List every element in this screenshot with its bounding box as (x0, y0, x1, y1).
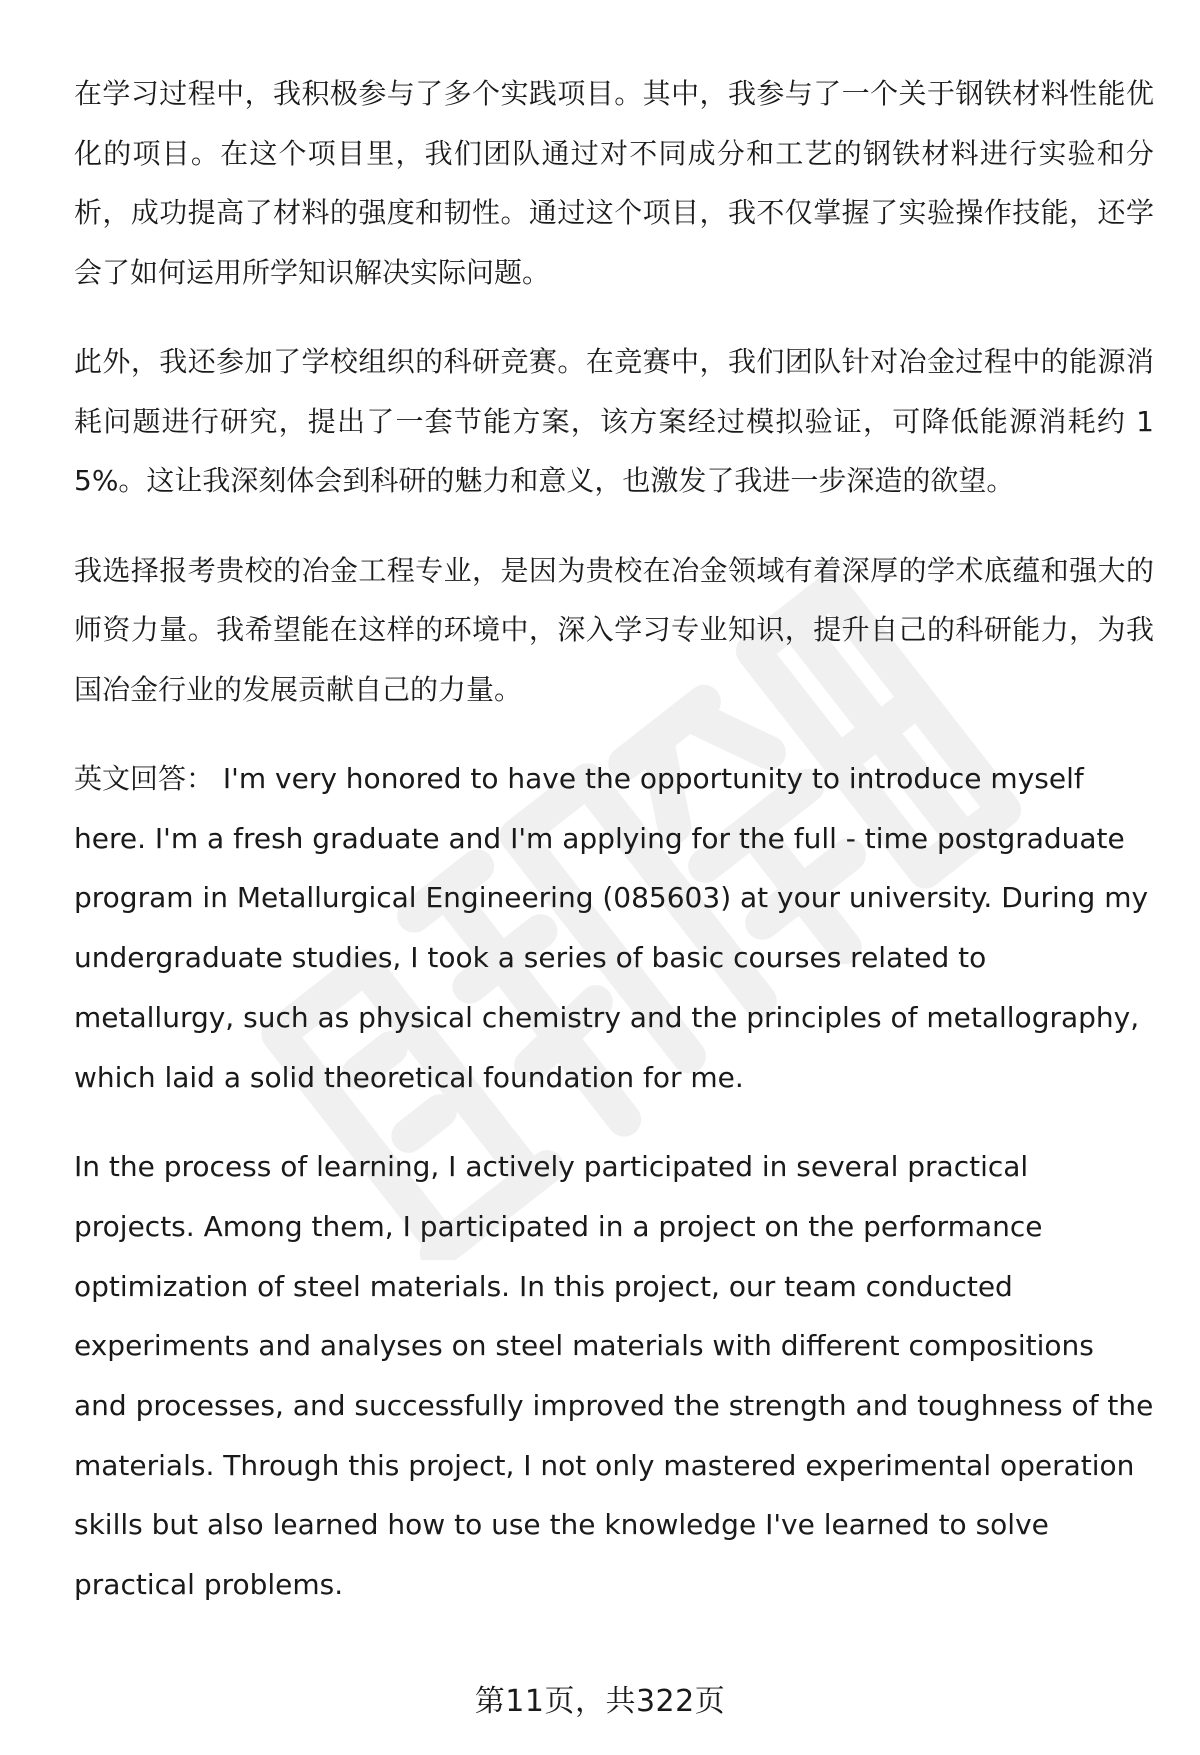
paragraph-gap (74, 511, 1154, 541)
paragraph-cn-motivation: 我选择报考贵校的冶金工程专业，是因为贵校在冶金领域有着深厚的学术底蕴和强大的师资力量。我希望能在这样的环境中，深入学习专业知识，提升自己的科研能力，为我国冶金行业的发展贡献自己的力量。 (74, 553, 1154, 706)
paragraph-gap (74, 302, 1154, 332)
paragraph-gap (74, 719, 1154, 749)
paragraph-en-practice: In the process of learning, I actively participated in several practical projects. Among them, I participated in a project on the performance optimization of steel materials. In this project, our team conducted experiments and analyses on steel materials with different compositions and processes, and successfully improved the strength and toughness of the materials. Through this project, I not only mastered experimental operation skills but also learned how to use the knowledge I've learned to solve practical problems. (74, 1150, 1154, 1602)
paragraph-en-intro: 英文回答： I'm very honored to have the opportunity to introduce myself here. I'm a fresh graduate and I'm applying for the full - time postgraduate program in Metallurgical Engineering (085603) at your university. During my undergraduate studies, I took a series of basic courses related to metallurgy, such as physical chemistry and the principles of metallography, which laid a solid theoretical foundation for me. (74, 762, 1149, 1094)
paragraph-gap (74, 1107, 1154, 1137)
paragraph-cn-competition: 此外，我还参加了学校组织的科研竞赛。在竞赛中，我们团队针对冶金过程中的能源消耗问题进行研究，提出了一套节能方案，该方案经过模拟验证，可降低能源消耗约 15%。这让我深刻体会到科研的魅力和意义，也激发了我进一步深造的欲望。 (74, 345, 1154, 497)
main-content (74, 64, 1154, 1615)
paragraph-cn-practice: 在学习过程中，我积极参与了多个实践项目。其中，我参与了一个关于钢铁材料性能优化的项目。在这个项目里，我们团队通过对不同成分和工艺的钢铁材料进行实验和分析，成功提高了材料的强度和韧性。通过这个项目，我不仅掌握了实验操作技能，还学会了如何运用所学知识解决实际问题。 (74, 77, 1154, 289)
page-number: 第11页，共322页 (474, 1684, 726, 1719)
